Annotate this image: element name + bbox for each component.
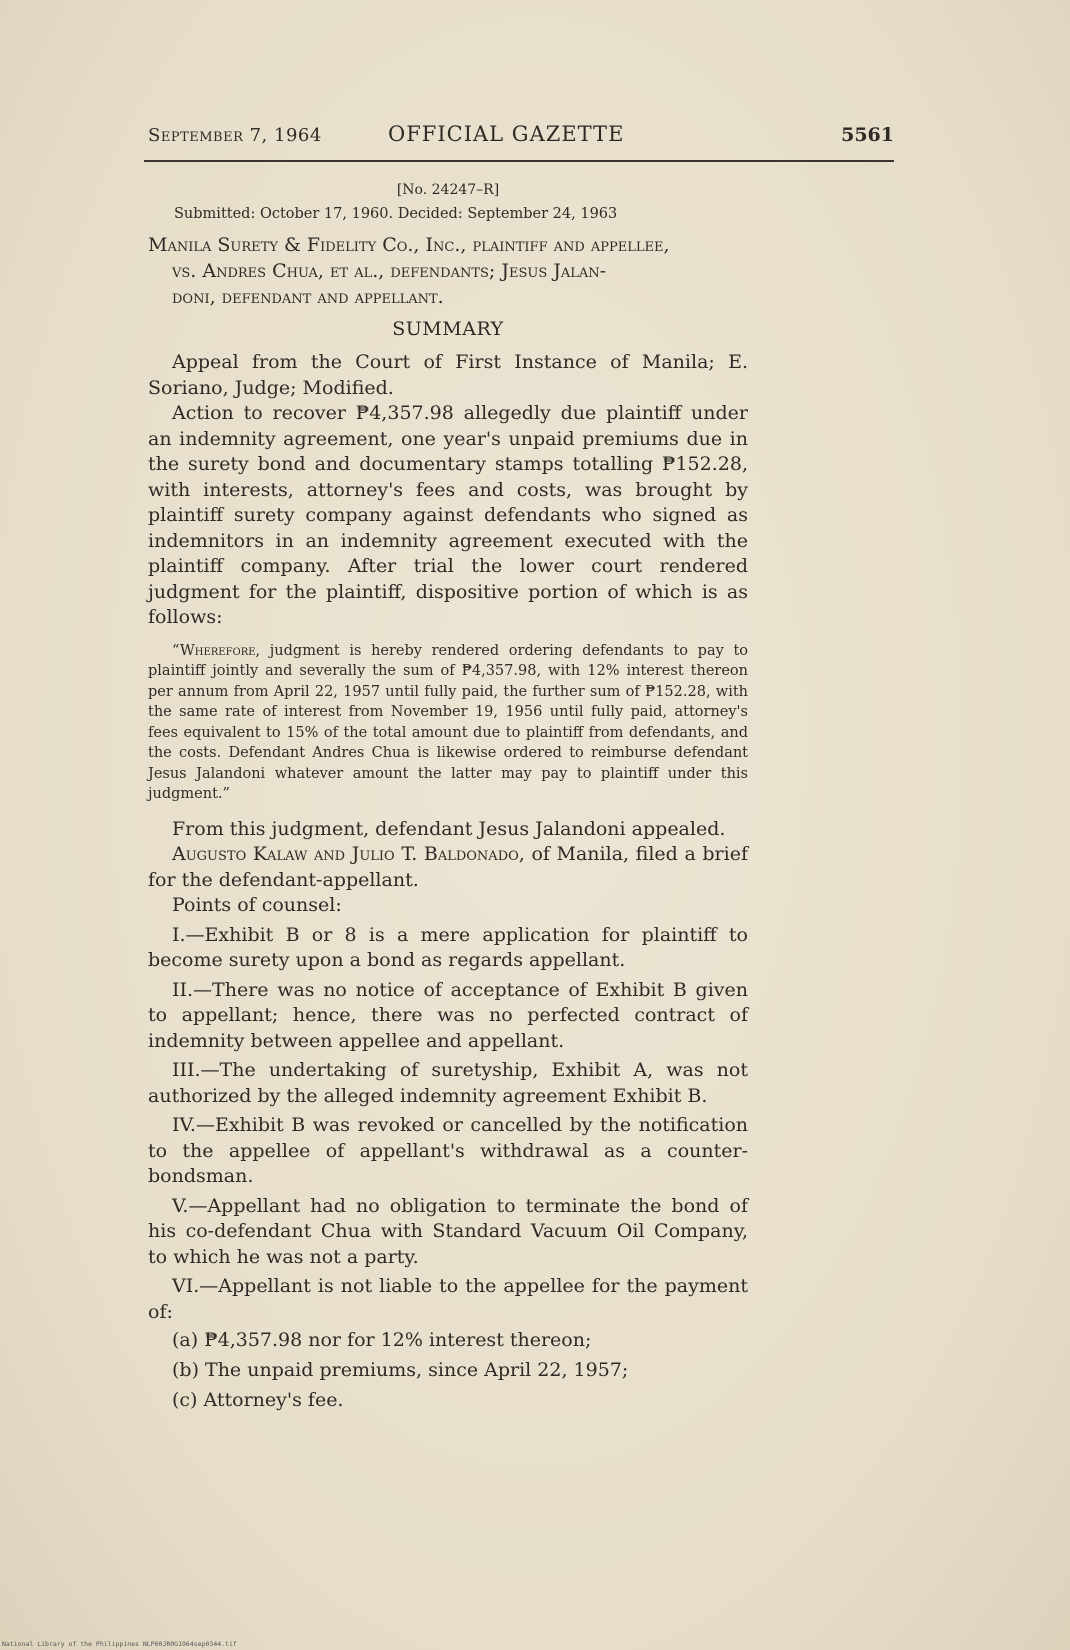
point-1: I.—Exhibit B or 8 is a mere application for plaintiff to become surety upon a bond as regards appellant. — [148, 923, 748, 971]
point-3: III.—The undertaking of suretyship, Exhibit A, was not authorized by the alleged indemnity agreement Exhibit B. — [148, 1059, 748, 1107]
case-number: [No. 24247–R] — [396, 182, 500, 198]
counsel-rest: of Manila, filed a brief for the defendant-appellant. — [148, 843, 748, 891]
parties-line-3: doni, defendant and appellant. — [172, 286, 444, 308]
appeal-paragraph: Appeal from the Court of First Instance of Manila; E. Soriano, Judge; Modified. — [148, 351, 748, 399]
point-4: IV.—Exhibit B was revoked or cancelled by the notification to the appellee of appellant's withdrawal as a counter-bondsman. — [148, 1114, 748, 1187]
parties-line-2: vs. Andres Chua, et al., defendants; Jesus Jalan- — [172, 260, 607, 282]
case-dates: Submitted: October 17, 1960. Decided: September 24, 1963 — [174, 206, 618, 222]
counsel-paragraph — [148, 842, 748, 893]
header-rule — [144, 160, 894, 162]
action-paragraph: Action to recover ₱4,357.98 allegedly due plaintiff under an indemnity agreement, one year's unpaid premiums due in the surety bond and documentary stamps totalling ₱152.28, with interests, attorney's fees and costs, was brought by plaintiff surety company against defendants who signed as indemnitors in an indemnity agreement executed with the plaintiff company. After trial the lower court rendered judgment for the plaintiff, dispositive portion of which is as follows: — [148, 402, 748, 628]
quote-lead: “Wherefore, — [172, 642, 261, 659]
scan-footer: National Library of the Philippines NLP00JR0G1964sep0344.tif — [2, 1640, 237, 1648]
subitem-c: (c) Attorney's fee. — [172, 1389, 344, 1411]
points-heading: Points of counsel: — [172, 894, 342, 916]
publication-title: OFFICIAL GAZETTE — [388, 122, 625, 146]
case-parties — [148, 232, 748, 310]
appeal-statement: From this judgment, defendant Jesus Jalandoni appealed. — [172, 817, 726, 840]
page-number: 5561 — [841, 124, 894, 146]
subitem-b: (b) The unpaid premiums, since April 22, 1957; — [172, 1359, 629, 1381]
header-date: September 7, 1964 — [148, 125, 322, 146]
subitem-a: (a) ₱4,357.98 nor for 12% interest thereon; — [172, 1329, 592, 1351]
point-2: II.—There was no notice of acceptance of Exhibit B given to appellant; hence, there was no perfected contract of indemnity between appellee and appellant. — [148, 978, 748, 1052]
summary-heading: SUMMARY — [392, 318, 504, 340]
counsel-names: Augusto Kalaw and Julio T. Baldonado, — [172, 843, 525, 865]
point-5: V.—Appellant had no obligation to terminate the bond of his co-defendant Chua with Standard Vacuum Oil Company, to which he was not a party. — [148, 1194, 748, 1268]
quote-body: judgment is hereby rendered ordering defendants to pay to plaintiff jointly and severally the sum of ₱4,357.98, with 12% interest thereon per annum from April 22, 1957 until fully paid, the further sum of ₱152.28, with the same rate of interest from November 19, 1956 until fully paid, attorney's fees equivalent to 15% of the total amount due to plaintiff from defendants, and the costs. Defendant Andres Chua is likewise ordered to reimburse defendant Jesus Jalandoni whatever amount the latter may pay to plaintiff under this judgment.” — [148, 642, 748, 802]
parties-line-1: Manila Surety & Fidelity Co., Inc., plaintiff and appellee, — [148, 234, 670, 256]
point-6: VI.—Appellant is not liable to the appellee for the payment of: — [148, 1275, 748, 1323]
running-header — [148, 122, 894, 154]
dispositive-quote — [148, 641, 748, 805]
document-body — [148, 182, 748, 1415]
